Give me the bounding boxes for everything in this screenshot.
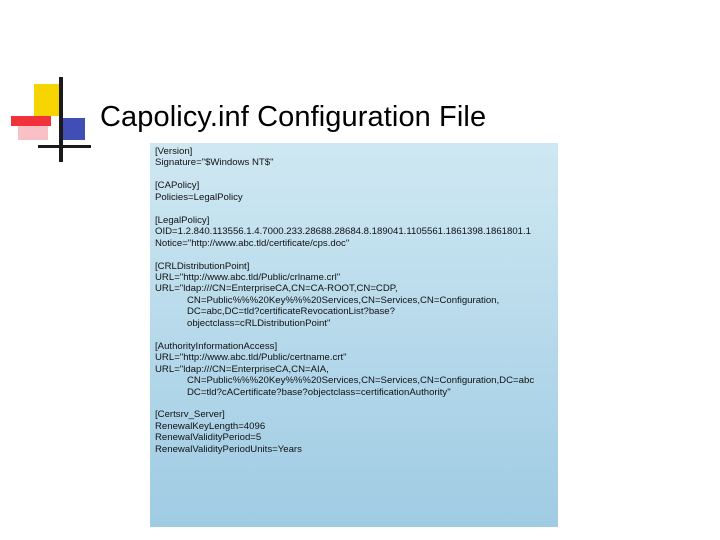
decor-vertical-line xyxy=(59,77,63,162)
decor-horizontal-line xyxy=(38,145,91,148)
config-file-text: [Version] Signature="$Windows NT$" [CAPolicy] Policies=LegalPolicy [LegalPolicy] OID=1.2.840.113556.1.4.7000.233.28688.28684.8.189041.1105561.1861398.1861801.1 Notice="http://www.abc.tld/certificate/cps.doc" [CRLDistributionPoint] URL="http://www.abc.tld/Public/crlname.crl" URL="ldap:///CN=EnterpriseCA,CN=CA-ROOT,CN=CDP, CN=Public%%%20Key%%%20Services,CN=Services,CN=Configuration, DC=abc,DC=tld?certificateRevocationList?base? objectclass=cRLDistributionPoint" [AuthorityInformationAccess] URL="http://www.abc.tld/Public/certname.crt" URL="ldap:///CN=EnterpriseCA,CN=AIA, CN=Public%%%20Key%%%20Services,CN=Services,CN=Configuration,DC=abc DC=tld?cACertificate?base?objectclass=certificationAuthority" [Certsrv_Server] RenewalKeyLength=4096 RenewalValidityPeriod=5 RenewalValidityPeriodUnits=Years xyxy=(155,146,535,455)
slide-bullet-decoration xyxy=(0,0,110,170)
decor-red-square xyxy=(11,116,51,126)
decor-yellow-square xyxy=(34,84,62,116)
decor-red-fade xyxy=(18,126,48,140)
slide-title: Capolicy.inf Configuration File xyxy=(100,101,487,133)
config-file-panel xyxy=(150,143,558,527)
